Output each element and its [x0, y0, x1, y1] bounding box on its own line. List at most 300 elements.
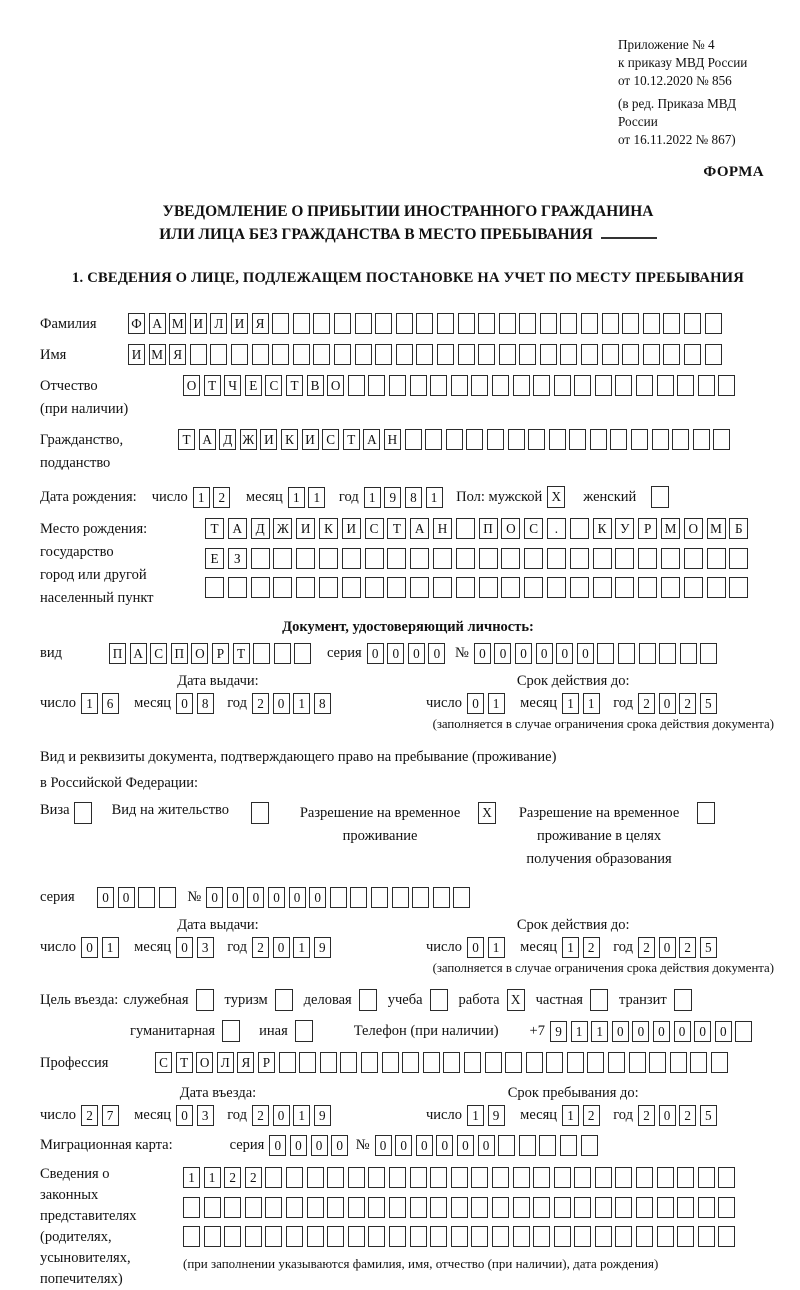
form-cell: Ч [224, 375, 241, 396]
form-cell [677, 375, 694, 396]
day-label: число [40, 695, 76, 711]
form-cell [657, 375, 674, 396]
residence-intro-line1: Вид и реквизиты документа, подтверждающего право на пребывание (проживание) [40, 749, 557, 765]
citizenship-label-line1: Гражданство, [40, 432, 124, 448]
form-cell: 0 [659, 937, 676, 958]
form-cell [456, 548, 475, 569]
form-cell: С [265, 375, 282, 396]
visit-purpose-row1 [40, 989, 776, 1011]
checkbox-visa [74, 802, 92, 824]
option-label: туризм [224, 991, 268, 1008]
form-cell: 8 [314, 693, 331, 714]
form-cell [513, 1197, 530, 1218]
form-cell [622, 313, 639, 334]
form-cell [228, 577, 247, 598]
form-cell: 2 [583, 937, 600, 958]
option-label: иная [259, 1022, 288, 1039]
form-cell [479, 577, 498, 598]
form-cell: 0 [467, 937, 484, 958]
form-cell [533, 1167, 550, 1188]
form-cell [430, 375, 447, 396]
form-cell [204, 1197, 221, 1218]
form-cell: С [155, 1052, 172, 1073]
field-citizenship [40, 429, 776, 475]
legal-representatives-note: (при заполнении указываются фамилия, имя, отчество (при наличии), дата рождения) [183, 1255, 659, 1271]
form-cell [286, 1197, 303, 1218]
form-cell: С [322, 429, 339, 450]
form-cell [526, 1052, 543, 1073]
patronymic-cells [183, 375, 739, 396]
form-cell [540, 313, 557, 334]
entry-date-heading: Дата въезда: [179, 1085, 257, 1101]
form-cell [313, 344, 330, 365]
form-cell: 2 [252, 1105, 269, 1126]
form-cell: 5 [700, 937, 717, 958]
form-cell: 0 [375, 1135, 392, 1156]
form-cell [602, 313, 619, 334]
form-cell: 1 [102, 937, 119, 958]
entry-date-group [40, 1105, 396, 1126]
form-cell [540, 344, 557, 365]
month-label: месяц [134, 1107, 172, 1123]
form-cell: 0 [97, 887, 114, 908]
form-cell: 1 [193, 487, 210, 508]
citizenship-label [40, 429, 178, 475]
form-cell [307, 1167, 324, 1188]
legal-representatives-label [40, 1164, 183, 1290]
form-cell: 9 [314, 1105, 331, 1126]
form-cell [581, 1135, 598, 1156]
form-cell [615, 1226, 632, 1247]
month-label: месяц [520, 695, 558, 711]
form-cell: 2 [224, 1167, 241, 1188]
number-label: № [355, 1137, 370, 1153]
form-cell [711, 1052, 728, 1073]
valid-year-cells [638, 693, 720, 714]
form-cell [273, 548, 292, 569]
form-cell [307, 1226, 324, 1247]
form-cell: О [684, 518, 703, 539]
form-cell [638, 548, 657, 569]
form-cell: 0 [176, 693, 193, 714]
form-cell: 0 [81, 937, 98, 958]
year-label: год [613, 939, 633, 955]
valid-month-cells [562, 937, 603, 958]
checkbox-humanitarian [222, 1020, 240, 1042]
form-cell [693, 429, 710, 450]
birth-date-label: Дата рождения: [40, 488, 137, 505]
visit-purpose-row2 [130, 1020, 776, 1042]
birth-day-cells [193, 487, 234, 508]
form-cell: О [183, 375, 200, 396]
form-cell: 0 [556, 643, 573, 664]
form-cell: 2 [81, 1105, 98, 1126]
day-label: число [426, 1107, 462, 1123]
form-cell: . [547, 518, 566, 539]
form-cell: 2 [679, 1105, 696, 1126]
form-cell [478, 344, 495, 365]
form-cell [334, 344, 351, 365]
checkbox-transit [674, 989, 692, 1011]
form-cell: Т [178, 429, 195, 450]
temp-permit-edu-label: Разрешение на временное проживание в целях получения образования [518, 805, 680, 867]
form-cell [501, 548, 520, 569]
surname-cells [128, 313, 725, 334]
form-cell: А [228, 518, 247, 539]
form-cell [587, 1052, 604, 1073]
form-cell [657, 1197, 674, 1218]
form-cell [492, 1226, 509, 1247]
annex-line: Приложение № 4 [618, 37, 715, 52]
form-cell: С [150, 643, 167, 664]
form-cell [433, 577, 452, 598]
form-cell [677, 1197, 694, 1218]
form-cell: 0 [227, 887, 244, 908]
form-cell [659, 643, 676, 664]
form-cell [663, 344, 680, 365]
migration-series-cells [269, 1135, 351, 1156]
form-cell: 0 [577, 643, 594, 664]
doc-series-cells [367, 643, 449, 664]
annex-header [618, 36, 776, 149]
form-cell [368, 1226, 385, 1247]
form-cell [672, 429, 689, 450]
form-cell [471, 1167, 488, 1188]
form-cell: М [707, 518, 726, 539]
form-cell [342, 577, 361, 598]
form-cell [456, 518, 475, 539]
form-cell [492, 1197, 509, 1218]
form-cell [574, 375, 591, 396]
form-cell [652, 429, 669, 450]
stay-month-cells [562, 1105, 603, 1126]
form-cell: И [296, 518, 315, 539]
form-cell [204, 1226, 221, 1247]
form-cell: Р [212, 643, 229, 664]
form-cell [615, 577, 634, 598]
form-cell [729, 577, 748, 598]
form-cell [405, 429, 422, 450]
form-cell: И [342, 518, 361, 539]
form-cell [608, 1052, 625, 1073]
form-cell [425, 429, 442, 450]
form-cell: 1 [571, 1021, 588, 1042]
form-cell [560, 344, 577, 365]
form-cell [319, 548, 338, 569]
form-cell: А [363, 429, 380, 450]
form-cell [294, 643, 311, 664]
stay-until-group [426, 1105, 720, 1126]
form-cell [718, 1167, 735, 1188]
form-cell: П [479, 518, 498, 539]
form-cell [387, 577, 406, 598]
form-cell [471, 1197, 488, 1218]
year-label: год [613, 695, 633, 711]
doc-number-label: № [455, 645, 469, 661]
form-cell [677, 1167, 694, 1188]
residence-doc-options [40, 802, 776, 871]
form-cell: Т [205, 518, 224, 539]
form-cell [638, 577, 657, 598]
form-cell: Д [251, 518, 270, 539]
form-cell [615, 1167, 632, 1188]
form-cell [595, 1226, 612, 1247]
form-cell: 1 [183, 1167, 200, 1188]
entry-month-cells [176, 1105, 217, 1126]
form-cell: 1 [81, 693, 98, 714]
form-cell [410, 577, 429, 598]
form-cell [528, 429, 545, 450]
purpose-option-humanitarian [130, 1020, 240, 1042]
form-cell: 9 [488, 1105, 505, 1126]
identity-doc-dates [40, 673, 776, 714]
form-cell [639, 643, 656, 664]
form-cell [499, 313, 516, 334]
form-cell [355, 313, 372, 334]
form-cell [320, 1052, 337, 1073]
birth-place-label-line4: населенный пункт [40, 590, 154, 606]
profession-label: Профессия [40, 1055, 109, 1071]
purpose-option-transit [619, 989, 692, 1011]
patronymic-label-line1: Отчество [40, 378, 98, 394]
form-cell [451, 1167, 468, 1188]
doc-series-label: серия [326, 645, 362, 661]
surname-label: Фамилия [40, 316, 97, 332]
legal-representatives-block [40, 1164, 776, 1290]
form-cell: 0 [206, 887, 223, 908]
form-cell: 0 [632, 1021, 649, 1042]
phone-prefix: +7 [529, 1022, 545, 1039]
form-cell [524, 548, 543, 569]
day-label: число [426, 939, 462, 955]
residence-series-cells [97, 887, 179, 908]
title-line-1: УВЕДОМЛЕНИЕ О ПРИБЫТИИ ИНОСТРАННОГО ГРАЖДАНИНА [162, 203, 654, 220]
stay-day-cells [467, 1105, 508, 1126]
form-cell: 7 [102, 1105, 119, 1126]
form-cell [375, 313, 392, 334]
series-label: серия [40, 889, 75, 905]
form-cell: Т [387, 518, 406, 539]
form-cell [231, 344, 248, 365]
form-cell [456, 577, 475, 598]
form-cell [479, 548, 498, 569]
form-cell [138, 887, 155, 908]
form-cell [190, 344, 207, 365]
form-cell [707, 577, 726, 598]
form-cell [513, 1167, 530, 1188]
form-cell [313, 313, 330, 334]
form-cell [340, 1052, 357, 1073]
legal-label-line2: законных [40, 1187, 99, 1203]
form-cell [296, 548, 315, 569]
form-cell: 0 [694, 1021, 711, 1042]
month-label: месяц [134, 939, 172, 955]
form-cell: 0 [457, 1135, 474, 1156]
checkbox-study [430, 989, 448, 1011]
form-cell: 0 [367, 643, 384, 664]
field-patronymic [40, 375, 776, 421]
form-cell: И [190, 313, 207, 334]
annex-note-line: (в ред. Приказа МВД России [618, 96, 737, 129]
form-cell [410, 1167, 427, 1188]
checkbox-temp-permit-edu [697, 802, 715, 824]
form-cell [487, 429, 504, 450]
form-cell [570, 577, 589, 598]
form-cell: Е [205, 548, 224, 569]
form-cell [451, 1226, 468, 1247]
form-cell [402, 1052, 419, 1073]
birth-place-label-line1: Место рождения: [40, 521, 148, 537]
form-cell [253, 643, 270, 664]
form-cell: 2 [638, 693, 655, 714]
form-cell [396, 344, 413, 365]
birth-month-cells [288, 487, 329, 508]
form-cell: 8 [197, 693, 214, 714]
form-cell [498, 1135, 515, 1156]
form-cell [410, 1226, 427, 1247]
form-cell [265, 1197, 282, 1218]
year-label: год [227, 1107, 247, 1123]
form-cell [570, 518, 589, 539]
identity-issue-col [40, 673, 396, 714]
form-cell [327, 1167, 344, 1188]
form-cell: 0 [268, 887, 285, 908]
form-cell: 9 [314, 937, 331, 958]
entry-day-cells [81, 1105, 122, 1126]
form-cell: 0 [176, 1105, 193, 1126]
form-cell: Д [219, 429, 236, 450]
form-cell [293, 344, 310, 365]
form-cell [554, 375, 571, 396]
form-cell: Я [237, 1052, 254, 1073]
annex-note-line: от 16.11.2022 № 867) [618, 132, 736, 147]
checkbox-sex-male: X [547, 486, 565, 508]
form-cell: П [109, 643, 126, 664]
form-cell [705, 344, 722, 365]
form-cell [615, 548, 634, 569]
form-cell: Н [384, 429, 401, 450]
form-cell [618, 643, 635, 664]
issue-day-cells [81, 937, 122, 958]
form-cell [205, 577, 224, 598]
form-cell [610, 429, 627, 450]
form-cell [293, 313, 310, 334]
title-line-2 [40, 223, 776, 246]
citizenship-cells [178, 429, 734, 450]
form-cell: 1 [293, 1105, 310, 1126]
form-cell [299, 1052, 316, 1073]
option-label: частная [535, 991, 583, 1008]
form-cell [451, 1197, 468, 1218]
patronymic-label [40, 375, 183, 421]
residence-doc-dates [40, 917, 776, 958]
form-cell [348, 1167, 365, 1188]
form-cell [629, 1052, 646, 1073]
form-cell: Б [729, 518, 748, 539]
form-cell [355, 344, 372, 365]
option-label: служебная [123, 991, 189, 1008]
form-cell: 2 [245, 1167, 262, 1188]
year-label: год [227, 695, 247, 711]
purpose-option-tourism [225, 989, 293, 1011]
form-cell: К [593, 518, 612, 539]
checkbox-work: X [507, 989, 525, 1011]
form-cell: С [524, 518, 543, 539]
form-cell [684, 577, 703, 598]
form-cell [597, 643, 614, 664]
form-cell [718, 1197, 735, 1218]
form-cell [466, 429, 483, 450]
form-cell: 0 [515, 643, 532, 664]
birth-place-rows [205, 518, 752, 607]
form-cell [371, 887, 388, 908]
form-cell [593, 577, 612, 598]
form-cell: 1 [204, 1167, 221, 1188]
form-cell [433, 548, 452, 569]
form-cell [643, 344, 660, 365]
form-cell [539, 1135, 556, 1156]
form-cell: Я [252, 313, 269, 334]
form-cell [519, 1135, 536, 1156]
form-cell: 0 [311, 1135, 328, 1156]
series-label: серия [229, 1137, 265, 1153]
form-cell [513, 1226, 530, 1247]
checkbox-business [359, 989, 377, 1011]
migration-card-label: Миграционная карта: [40, 1137, 173, 1153]
form-cell [396, 313, 413, 334]
form-cell [319, 577, 338, 598]
form-cell: 0 [176, 937, 193, 958]
form-cell [251, 577, 270, 598]
issue-date-group [40, 937, 396, 958]
issue-date-heading: Дата выдачи: [177, 917, 259, 933]
valid-month-cells [562, 693, 603, 714]
option-label: транзит [618, 991, 667, 1008]
form-cell: 8 [405, 487, 422, 508]
form-cell [251, 548, 270, 569]
form-cell: 3 [197, 937, 214, 958]
form-cell [451, 375, 468, 396]
form-cell [547, 577, 566, 598]
form-cell [361, 1052, 378, 1073]
birth-place-label-line2: государство [40, 544, 114, 560]
form-cell [348, 375, 365, 396]
year-label: год [613, 1107, 633, 1123]
form-cell [389, 1226, 406, 1247]
form-cell: Т [286, 375, 303, 396]
form-cell: 9 [550, 1021, 567, 1042]
form-cell [342, 548, 361, 569]
form-cell [508, 429, 525, 450]
valid-until-group [426, 937, 720, 958]
legal-representatives-rows [183, 1164, 739, 1272]
form-cell [574, 1167, 591, 1188]
form-cell [375, 344, 392, 365]
form-cell [183, 1197, 200, 1218]
form-cell: Н [433, 518, 452, 539]
form-cell [690, 1052, 707, 1073]
form-cell: О [191, 643, 208, 664]
form-cell [464, 1052, 481, 1073]
visa-label: Виза [40, 802, 70, 818]
checkbox-other [295, 1020, 313, 1042]
residence-permit-label: Вид на жительство [111, 802, 230, 818]
purpose-option-work [459, 989, 525, 1011]
form-cell: Т [233, 643, 250, 664]
form-cell [631, 429, 648, 450]
form-cell: 1 [591, 1021, 608, 1042]
form-cell [453, 887, 470, 908]
